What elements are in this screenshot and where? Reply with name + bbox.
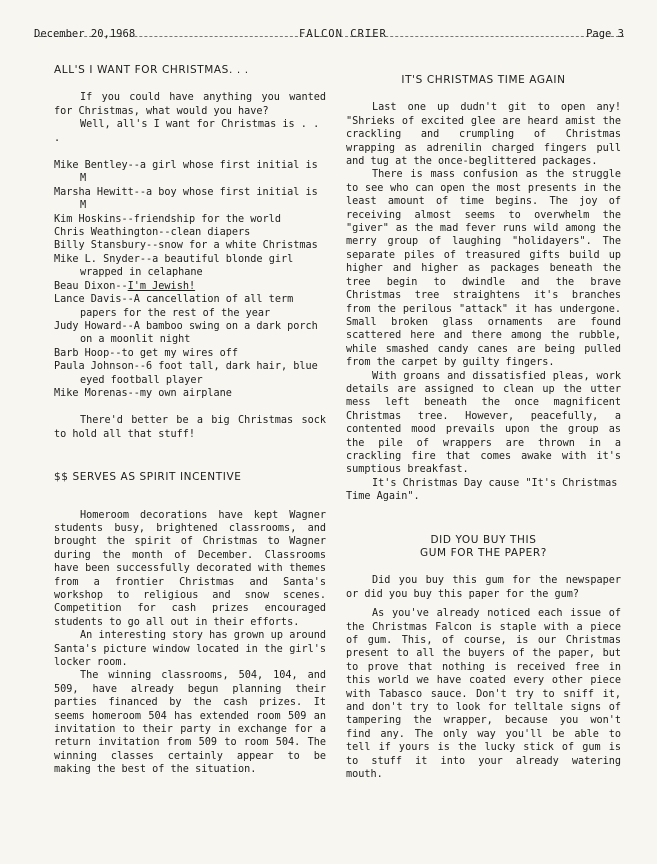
list-item: Mike L. Snyder--a beautiful blonde girl wrapped in celaphane: [54, 253, 294, 279]
gum-paragraph-1: Did you buy this gum for the newspaper or did you buy this paper for the gum?: [346, 575, 621, 600]
paper-name: FALCON CRIER: [299, 28, 387, 40]
spirit-paragraph-2: An interesting story has grown up around Santa's picture window located in the girl's locker room.: [54, 630, 326, 669]
list-item: Billy Stansbury--snow for a white Christmas: [54, 240, 318, 252]
list-item: Kim Hoskins--friendship for the world: [54, 213, 281, 225]
right-column: [346, 74, 621, 782]
issue-date: December 20,1968: [34, 28, 136, 40]
gum-paragraph-2: As you've already noticed each issue of the Christmas Falcon is staple with a piece of gum. This, of course, is our Christmas present to all the buyers of the paper, but to prove that nothing is received free in this world we have coated every other piece with Tabasco sauce. Don't try to sniff it, and don't try to look for telltale signs of tampering the wrapper, because you won't find any. The only way you'll be able to tell if yours is the lucky stick of gum is to stuff it into your already watering mouth.: [346, 608, 621, 781]
list-item: Marsha Hewitt--a boy whose first initial is M: [54, 186, 318, 212]
gum-heading-line-1: DID YOU BUY THIS: [430, 533, 537, 546]
spirit-paragraph-1: Homeroom decorations have kept Wagner students busy, brightened classrooms, and brought the spirit of Christmas to Wagner during the month of December. Classrooms have been successfully decorated with themes from a frontier Christmas and Santa's workshop to religious and snow scenes. Competition for cash prizes encouraged students to go all out in their efforts.: [54, 509, 326, 628]
wants-heading: ALL'S I WANT FOR CHRISTMAS. . .: [54, 64, 249, 76]
list-item: Beau Dixon--I'm Jewish!: [54, 280, 196, 292]
christmas-time-paragraph-2: There is mass confusion as the struggle to see who can open the most presents in the least amount of time begins. The joy of receiving almost seems to overwhelm the "giver" as the mad fever runs wild among the merry group of laughing "holidayers". The separate piles of treasured gifts build up higher and higher as packages beneath the tree begin to dwindle and the brave Christmas tree straightens it's branches from the perilous "attack" it has undergone. Small broken glass ornaments are found scattered here and there among the rubble, while smashed candy canes are being pulled from the carpet by guilty fingers.: [346, 169, 621, 369]
christmas-time-heading: IT'S CHRISTMAS TIME AGAIN: [401, 74, 566, 86]
list-item: Judy Howard--A bamboo swing on a dark porch on a moonlit night: [54, 320, 318, 346]
spirit-heading: $$ SERVES AS SPIRIT INCENTIVE: [54, 471, 242, 484]
left-column: [54, 64, 326, 777]
list-item: Chris Weathington--clean diapers: [54, 227, 251, 239]
christmas-time-paragraph-3: With groans and dissatisfied pleas, work details are assigned to clean up the utter mess left beneath the once magnificent Christmas tree. However, peacefully, a contented mood prevails upon the group as the pile of wrappers are thrown in a crackling fire that comes awake with it's sumptious breakfast.: [346, 370, 621, 476]
page-header: [34, 26, 624, 42]
wants-intro-1: If you could have anything you wanted for Christmas, what would you have?: [54, 92, 326, 117]
wants-outro: There'd better be a big Christmas sock to hold all that stuff!: [54, 415, 326, 440]
wants-intro-2: Well, all's I want for Christmas is . . .: [54, 119, 320, 144]
list-item: Mike Bentley--a girl whose first initial is M: [54, 160, 318, 185]
wants-list: [54, 159, 326, 400]
list-item: Paula Johnson--6 foot tall, dark hair, blue eyed football player: [54, 361, 318, 386]
gum-heading-line-2: GUM FOR THE PAPER?: [420, 547, 547, 559]
list-item: Mike Morenas--my own airplane: [54, 387, 232, 399]
page-number: Page 3: [586, 28, 624, 40]
christmas-time-paragraph-1: Last one up dudn't git to open any! "Shrieks of excited glee are heard amist the crackling and crumpling of Christmas wrapping as adrenilin charged fingers pull and tug at the once-beglittered packages.: [346, 102, 621, 168]
christmas-time-paragraph-4: It's Christmas Day cause "It's Christmas Time Again".: [346, 477, 618, 503]
spirit-paragraph-3: The winning classrooms, 504, 104, and 509, have already begun planning their parties financed by the cash prizes. It seems homeroom 504 has extended room 509 an invitation to their party in exchange for a return invitation from 509 to room 504. The winning classes certainly appear to be making the best of the situation.: [54, 670, 326, 776]
list-item: Barb Hoop--to get my wires off: [54, 347, 239, 359]
list-item: Lance Davis--A cancellation of all term papers for the rest of the year: [54, 294, 294, 319]
